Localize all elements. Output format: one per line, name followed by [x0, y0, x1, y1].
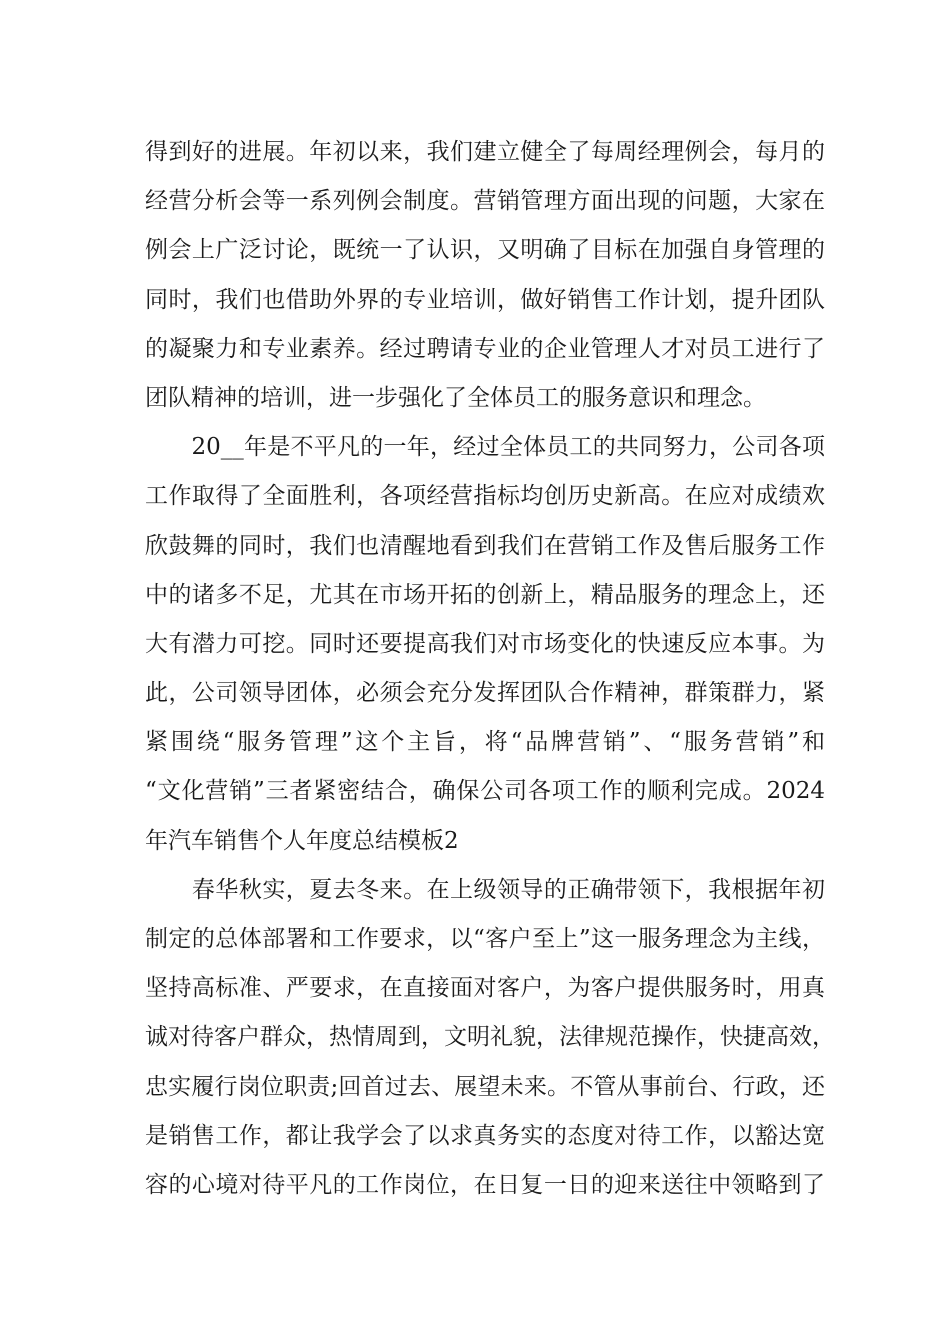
- body-text: [145, 128, 835, 1210]
- text-line: 坚持高标准、严要求，在直接面对客户，为客户提供服务时，用真: [145, 975, 825, 1002]
- text-line: 年汽车销售个人年度总结模板2: [145, 827, 459, 854]
- text-line: 20__年是不平凡的一年，经过全体员工的共同努力，公司各项: [145, 434, 825, 461]
- text-line: 的凝聚力和专业素养。经过聘请专业的企业管理人才对员工进行了: [145, 335, 825, 362]
- text-line: 春华秋实，夏去冬来。在上级领导的正确带领下，我根据年初: [145, 876, 825, 903]
- text-line: 例会上广泛讨论，既统一了认识，又明确了目标在加强自身管理的: [145, 237, 825, 264]
- text-line: 忠实履行岗位职责;回首过去、展望未来。不管从事前台、行政，还: [145, 1073, 825, 1100]
- text-line: 紧围绕“服务管理”这个主旨，将“品牌营销”、“服务营销”和: [145, 729, 825, 756]
- text-line: “文化营销”三者紧密结合，确保公司各项工作的顺利完成。2024: [145, 778, 825, 805]
- text-line: 是销售工作，都让我学会了以求真务实的态度对待工作，以豁达宽: [145, 1122, 825, 1149]
- text-line: 欣鼓舞的同时，我们也清醒地看到我们在营销工作及售后服务工作: [145, 532, 825, 559]
- text-line: 工作取得了全面胜利，各项经营指标均创历史新高。在应对成绩欢: [145, 483, 825, 510]
- text-line: 大有潜力可挖。同时还要提高我们对市场变化的快速反应本事。为: [145, 630, 825, 657]
- text-line: 团队精神的培训，进一步强化了全体员工的服务意识和理念。: [145, 384, 766, 411]
- text-line: 此，公司领导团体，必须会充分发挥团队合作精神，群策群力，紧: [145, 680, 825, 707]
- text-line: 得到好的进展。年初以来，我们建立健全了每周经理例会，每月的: [145, 139, 825, 165]
- text-line: 制定的总体部署和工作要求，以“客户至上”这一服务理念为主线，: [145, 926, 825, 952]
- text-line: 同时，我们也借助外界的专业培训，做好销售工作计划，提升团队: [145, 286, 825, 313]
- text-line: 容的心境对待平凡的工作岗位，在日复一日的迎来送往中领略到了: [145, 1171, 825, 1198]
- text-line: 中的诸多不足，尤其在市场开拓的创新上，精品服务的理念上，还: [145, 581, 825, 608]
- text-line: 经营分析会等一系列例会制度。营销管理方面出现的问题，大家在: [145, 188, 825, 215]
- text-line: 诚对待客户群众，热情周到，文明礼貌，法律规范操作，快捷高效，: [145, 1024, 835, 1051]
